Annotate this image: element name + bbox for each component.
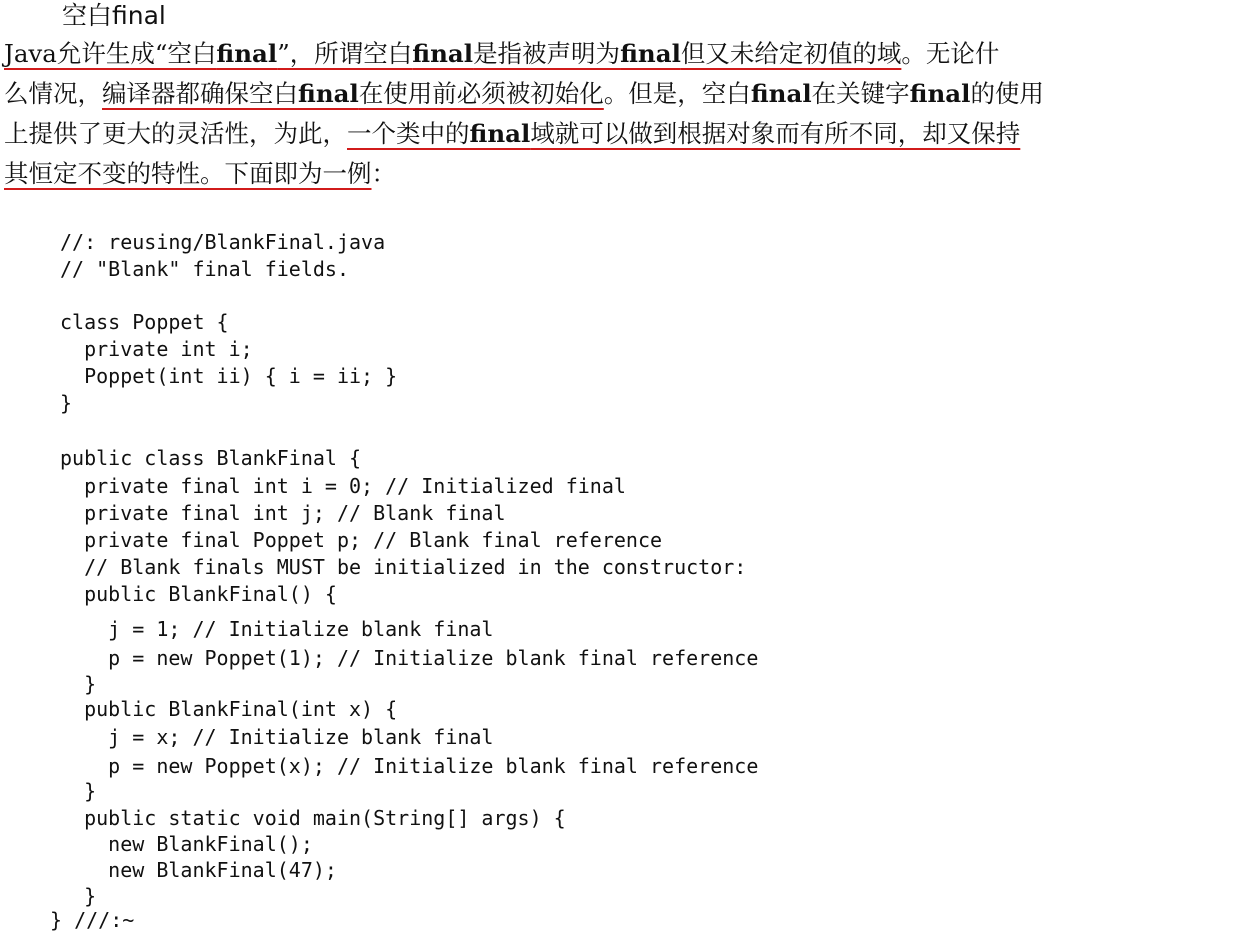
paragraph-line-1: Java允许生成“空白final”，所谓空白final是指被声明为final但又未给定初值的域。无论什 [4,39,1000,68]
code-line: private final int i = 0; // Initialized final [60,474,626,498]
paragraph-line-2: 么情况，编译器都确保空白final在使用前必须被初始化。但是，空白final在关键字final的使用 [4,79,1044,108]
code-line: public BlankFinal(int x) { [60,697,398,721]
code-line: } [60,672,97,696]
code-line: Poppet(int ii) { i = ii; } [60,364,398,388]
code-line: new BlankFinal(47); [60,858,337,882]
section-title: 空白final [62,1,166,30]
code-line: public class BlankFinal { [60,446,362,470]
code-line: p = new Poppet(x); // Initialize blank final reference [60,754,759,778]
code-line: p = new Poppet(1); // Initialize blank final reference [60,646,759,670]
underlined-phrase: 其恒定不变的特性。下面即为一例 [4,159,372,188]
paragraph-line-4: 其恒定不变的特性。下面即为一例： [4,159,396,188]
code-line: // Blank finals MUST be initialized in the constructor: [60,555,747,579]
code-line: class Poppet { [60,310,229,334]
code-line: private final Poppet p; // Blank final reference [60,528,663,552]
code-line: public BlankFinal() { [60,582,337,606]
code-line: private int i; [60,337,253,361]
paragraph-line-3: 上提供了更大的灵活性，为此，一个类中的final域就可以做到根据对象而有所不同，却又保持 [4,119,1021,148]
underlined-phrase: 一个类中的final域就可以做到根据对象而有所不同，却又保持 [347,119,1021,148]
code-line: new BlankFinal(); [60,832,313,856]
code-line: j = 1; // Initialize blank final [60,617,494,641]
code-line: } [60,884,97,908]
code-line: } ///:~ [50,908,135,932]
underlined-phrase: 编译器都确保空白final在使用前必须被初始化 [102,79,604,108]
code-line: private final int j; // Blank final [60,501,506,525]
code-line: } [60,391,73,415]
code-line: // "Blank" final fields. [60,257,349,281]
underlined-phrase: Java允许生成“空白final”，所谓空白final是指被声明为final但又未给定初值的域 [4,39,902,68]
code-line: //: reusing/BlankFinal.java [60,230,386,254]
code-line: public static void main(String[] args) { [60,806,566,830]
code-line: } [60,779,97,803]
code-line: j = x; // Initialize blank final [60,725,494,749]
